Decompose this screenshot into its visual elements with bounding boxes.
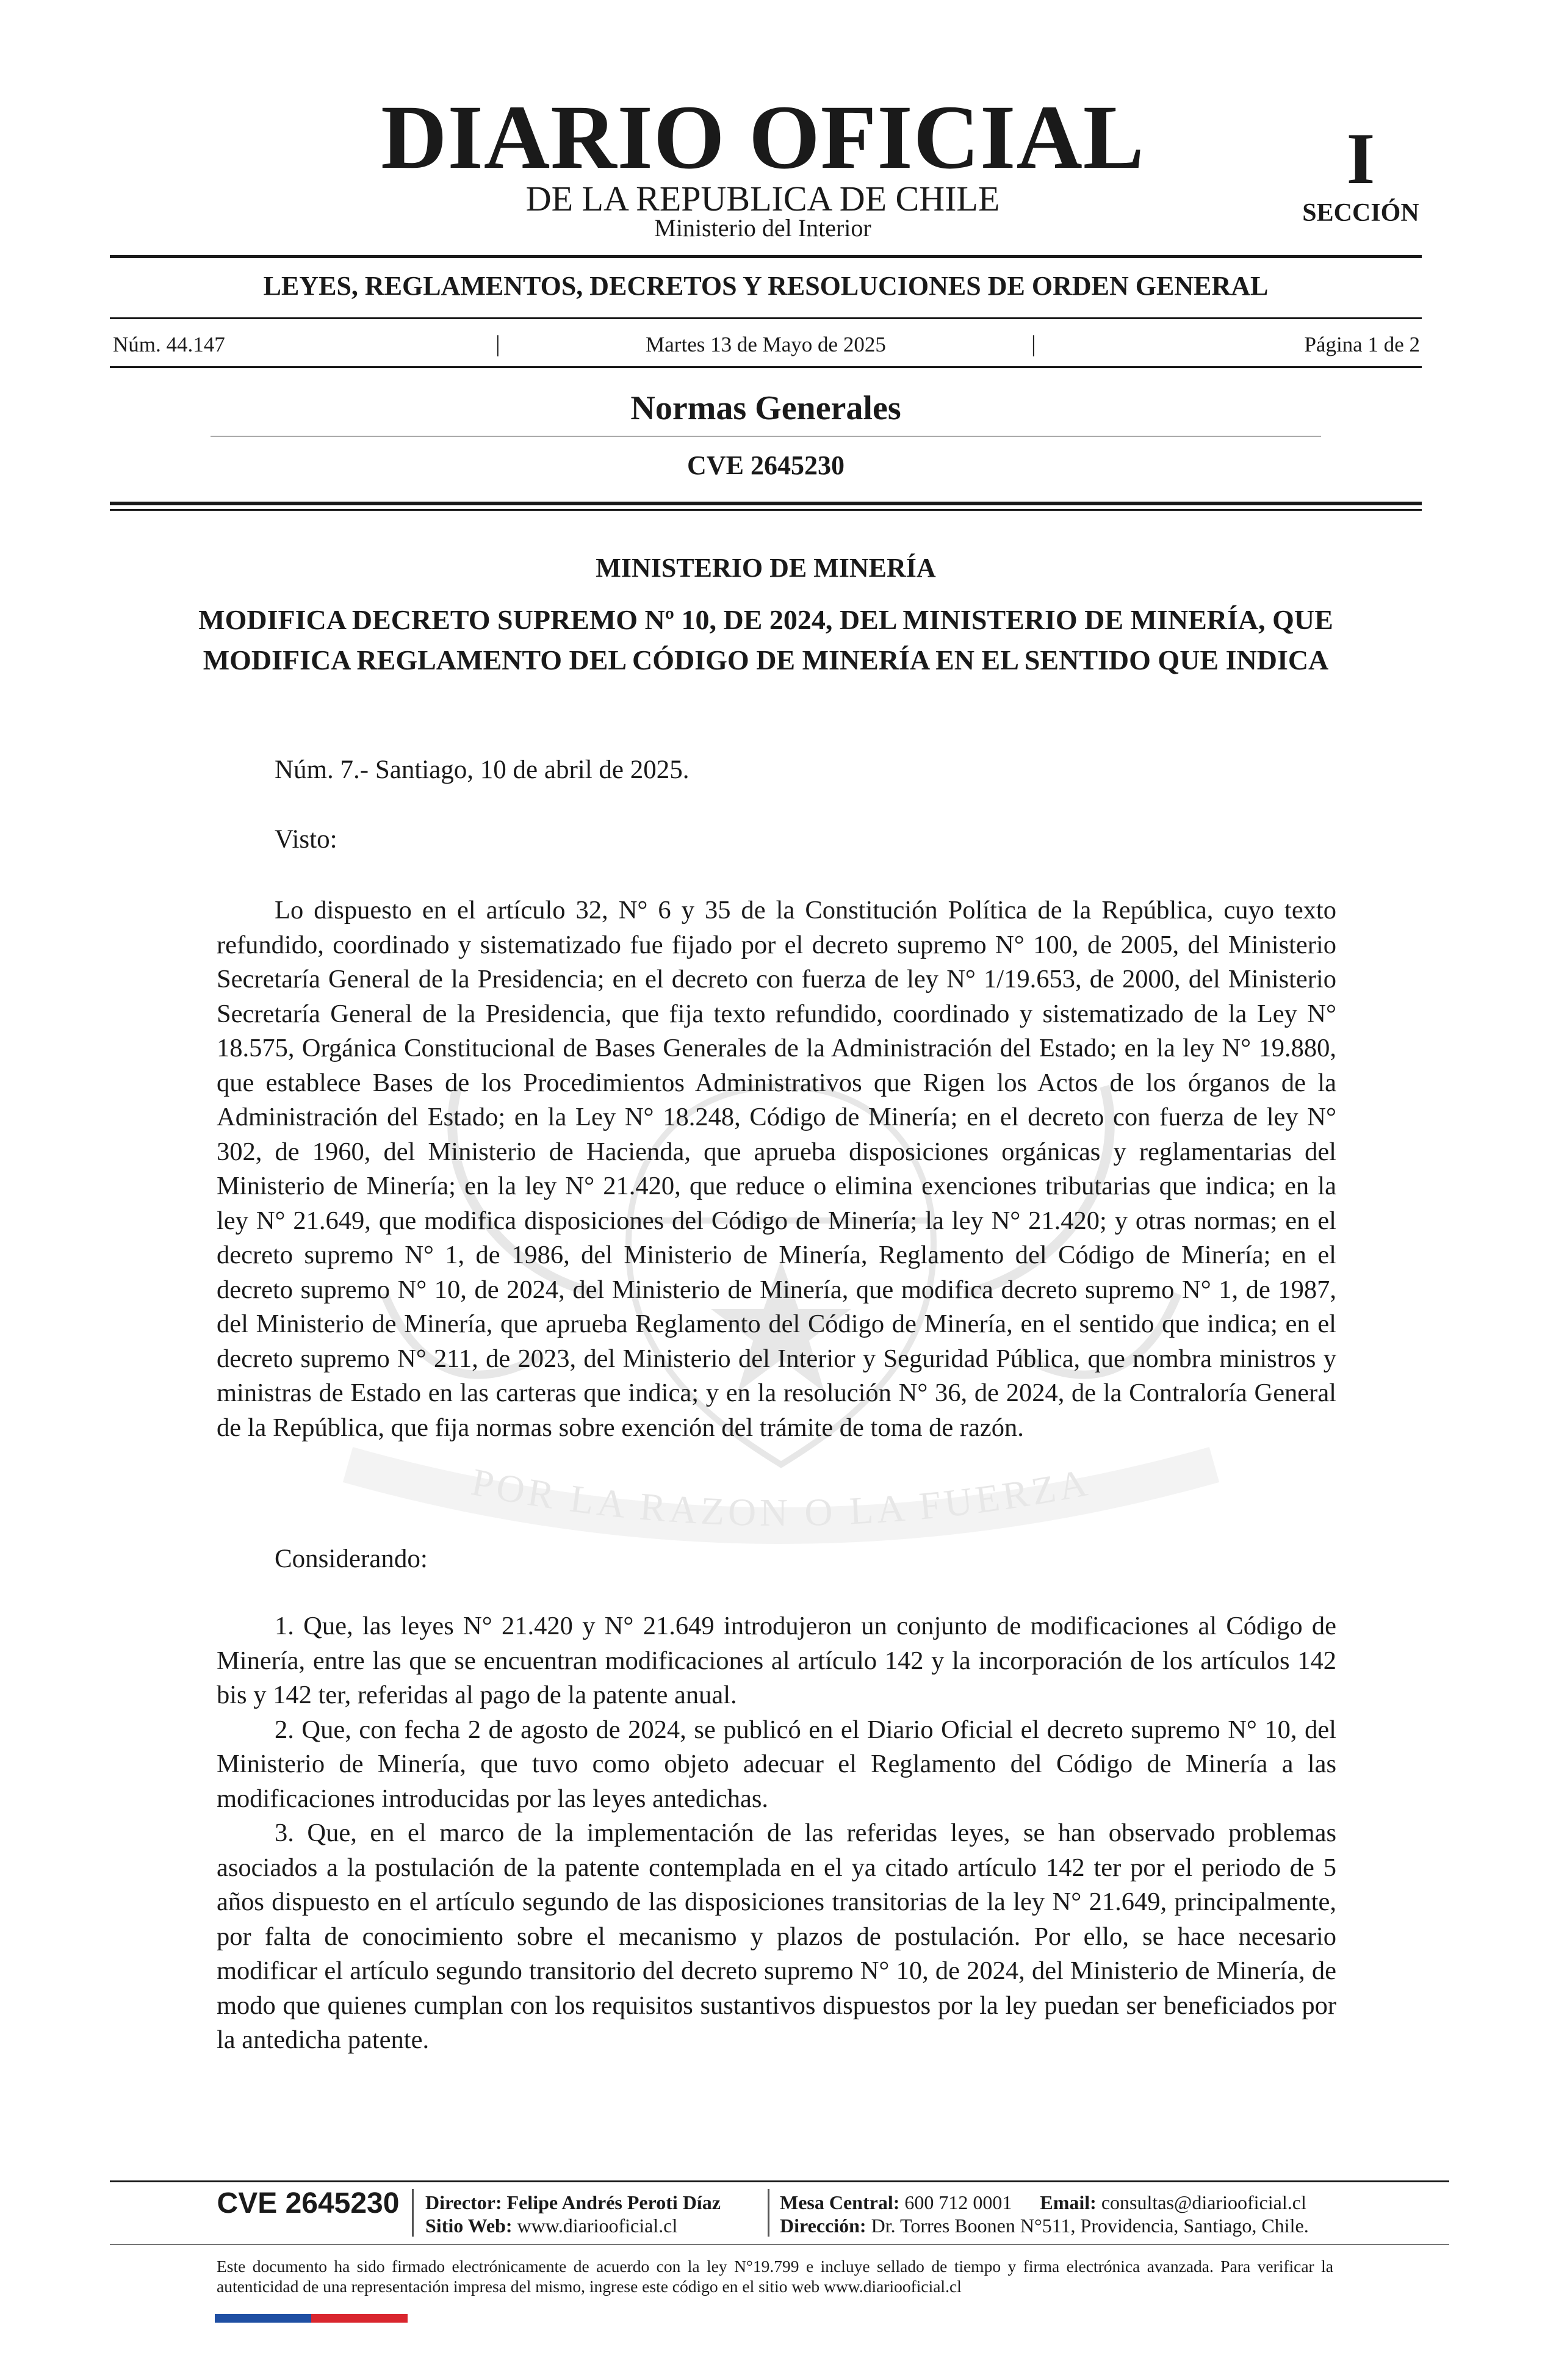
issue-number: Núm. 44.147 [113,333,225,356]
cve-rule-thin [110,509,1422,511]
flag-stripe-blue [215,2314,311,2323]
section-number: I [1346,118,1375,199]
considerando-item: 3. Que, en el marco de la implementación de las referidas leyes, se han observado problemas asociados a la postulación de la patente contemplada en el ya citado artículo 142 ter por el periodo de 5 años dispuesto en el artículo segundo de las disposiciones transitorias de la ley N° 21.649, principalmente, por falta de conocimiento sobre el mecanismo y plazos de postulación. Por ello, se hace necesario modificar el artículo segundo transitorio del decreto supremo N° 10, de 2024, del Ministerio de Minería, de modo que quienes cumplan con los requisitos sustantivos dispuestos por la ley puedan ser beneficiados por la antedicha patente. [217,1819,1336,2054]
info-rule [110,366,1422,368]
watermark-motto: POR LA RAZON O LA FUERZA [468,1460,1094,1535]
mesa-value: 600 712 0001 [904,2191,1012,2213]
footer-contact-block [780,2191,1366,2237]
footer-director-block [425,2191,767,2237]
info-separator: | [495,331,500,357]
category-heading: LEYES, REGLAMENTOS, DECRETOS Y RESOLUCIONES DE ORDEN GENERAL [263,271,1269,301]
flag-stripe-red [311,2314,408,2323]
masthead-ministry: Ministerio del Interior [654,214,871,242]
director-label: Director: [425,2191,502,2213]
site-link[interactable]: www.diariooficial.cl [517,2215,678,2237]
considerando-item: 2. Que, con fecha 2 de agosto de 2024, se publicó en el Diario Oficial el decreto supremo N° 10, del Ministerio de Minería, que tuvo como objeto adecuar el Reglamento del Código de Minería a las modificaciones introducidas por las leyes antedichas. [217,1715,1336,1813]
address-label: Dirección: [780,2215,866,2237]
page-indicator: Página 1 de 2 [1304,333,1420,356]
cve-code: CVE 2645230 [687,450,845,480]
site-label: Sitio Web: [425,2215,513,2237]
footer-inner-rule [110,2244,1449,2245]
section-divider [211,436,1321,437]
masthead-subtitle: DE LA REPUBLICA DE CHILE [525,179,1000,218]
email-link[interactable]: consultas@diariooficial.cl [1101,2191,1306,2213]
visto-label: Visto: [275,825,337,854]
visto-text: Lo dispuesto en el artículo 32, N° 6 y 35 de la Constitución Política de la República, cuyo texto refundido, coordinado y sistematizado fue fijado por el decreto supremo N° 100, de 2005, del Ministerio Secretaría General de la Presidencia; en el decreto con fuerza de ley N° 1/19.653, de 2000, del Ministerio Secretaría General de la Presidencia, que fija texto refundido, coordinado y sistematizado de la Ley N° 18.575, Orgánica Constitucional de Bases Generales de la Administración del Estado; en la ley N° 19.880, que establece Bases de los Procedimientos Administrativos que Rigen los Actos de los órganos de la Administración del Estado; en la Ley N° 18.248, Código de Minería; en el decreto con fuerza de ley N° 302, de 1960, del Ministerio de Hacienda, que aprueba disposiciones orgánicas y reglamentarias del Ministerio de Minería; en la ley N° 21.420, que reduce o elimina exenciones tributarias que indica; en la ley N° 21.649, que modifica disposiciones del Código de Minería; la ley N° 21.420; y otras normas; en el decreto supremo N° 1, de 1986, del Ministerio de Minería, Reglamento del Código de Minería; en el decreto supremo N° 10, de 2024, del Ministerio de Minería, que modifica decreto supremo N° 1, de 1987, del Ministerio de Minería, que aprueba Reglamento del Código de Minería, en el sentido que indica; en el decreto supremo N° 211, de 2023, del Ministerio del Interior y Seguridad Pública, que nombra ministros y ministras de Estado en las carteras que indica; y en la resolución N° 36, de 2024, de la Contraloría General de la República, que fija normas sobre exención del trámite de toma de razón. [217,896,1336,1442]
section-label: SECCIÓN [1302,199,1419,227]
footer-legal-note: Este documento ha sido firmado electrónicamente de acuerdo con la ley N°19.799 e incluye sellado de tiempo y firma electrónica avanzada. Para verificar la autenticidad de una representación impresa del mismo, ingrese este código en el sitio web www.diariooficial.cl [217,2257,1333,2296]
masthead-rule [110,255,1422,258]
cve-rule-thick [110,502,1422,505]
footer-cve: CVE 2645230 [217,2187,400,2220]
address-value: Dr. Torres Boonen N°511, Providencia, Santiago, Chile. [871,2215,1309,2237]
masthead-title: DIARIO OFICIAL [381,87,1145,188]
email-label: Email: [1040,2191,1097,2213]
footer-separator [768,2189,769,2237]
category-rule [110,317,1422,319]
footer-separator [412,2189,414,2237]
decree-number-line: Núm. 7.- Santiago, 10 de abril de 2025. [275,755,690,784]
decree-title: MODIFICA DECRETO SUPREMO Nº 10, DE 2024, DEL MINISTERIO DE MINERÍA, QUE MODIFICA REGLAMENTO DEL CÓDIGO DE MINERÍA EN EL SENTIDO QUE INDICA [198,604,1333,676]
mesa-label: Mesa Central: [780,2191,900,2213]
footer-rule [110,2180,1449,2182]
considerando-label: Considerando: [275,1545,428,1573]
ministry-heading: MINISTERIO DE MINERÍA [596,553,936,583]
section-heading: Normas Generales [630,389,901,427]
issue-date: Martes 13 de Mayo de 2025 [646,333,886,356]
info-separator: | [1031,331,1036,357]
considerando-item: 1. Que, las leyes N° 21.420 y N° 21.649 introdujeron un conjunto de modificaciones al Código de Minería, entre las que se encuentran modificaciones al artículo 142 y la incorporación de los artículos 142 bis y 142 ter, referidas al pago de la patente anual. [217,1612,1336,1709]
considerandos-block [217,1609,1336,2058]
director-value: Felipe Andrés Peroti Díaz [506,2191,721,2213]
visto-paragraph [217,893,1336,1445]
